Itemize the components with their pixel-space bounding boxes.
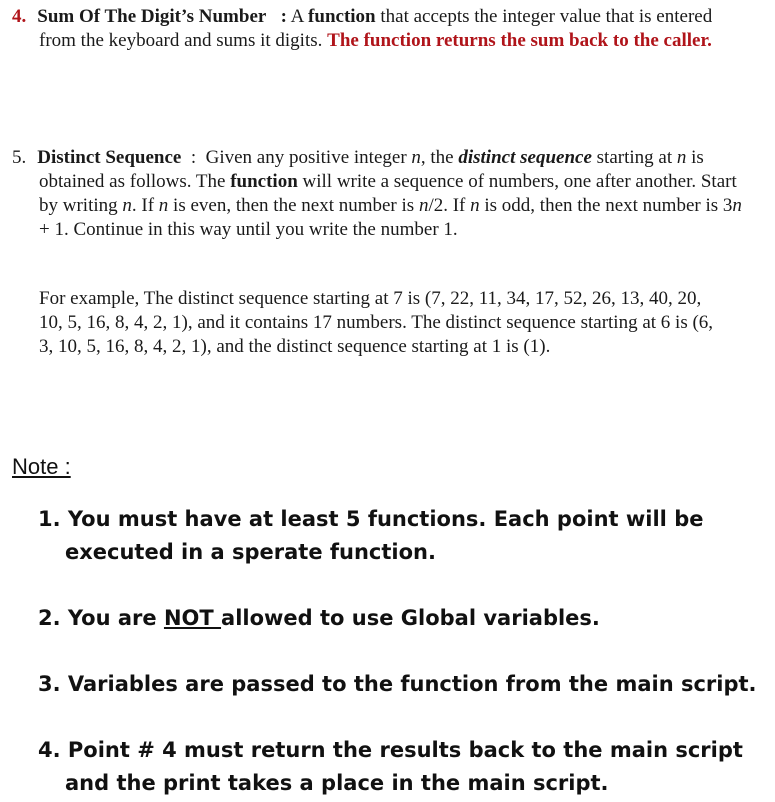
item-4-paragraph: [12, 5, 749, 53]
item-5-function-keyword: function: [230, 171, 298, 192]
note-2-not: NOT: [163, 606, 222, 630]
item-5-separator: :: [190, 147, 197, 168]
note-2-text-a: 2. You are: [38, 606, 164, 630]
item-5-text-3: starting at: [591, 147, 677, 168]
note-item-3: 3. Variables are passed to the function from the main script.: [38, 672, 757, 696]
item-4-text-b: that accepts the integer value that is entered from the keyboard and sums it digits.: [39, 6, 713, 51]
var-n: n: [732, 195, 742, 216]
var-n: n: [470, 195, 480, 216]
item-5-title: Distinct Sequence: [37, 147, 182, 168]
distinct-sequence-term: distinct sequence: [458, 147, 592, 168]
note-2-text-b: allowed to use Global variables.: [221, 606, 600, 630]
example-paragraph: For example, The distinct sequence starting at 7 is (7, 22, 11, 34, 17, 52, 26, 13, 40, 20, 10, 5, 16, 8, 4, 2, 1), and it contains 17 numbers. The distinct sequence starting at 6 is (6, 3, 10, 5, 16, 8, 4, 2, 1), and the distinct sequence starting at 1 is (1).: [39, 288, 714, 357]
item-4-separator: :: [280, 6, 287, 27]
var-n: n: [158, 195, 169, 216]
item-5-text-10: + 1. Continue in this way until you write the number 1.: [39, 219, 458, 240]
item-5-text-5: will write a sequence of numbers, one after another. Start by writing: [39, 171, 737, 216]
item-5-text-4: is obtained as follows. The: [39, 147, 704, 192]
var-n: n: [122, 195, 132, 216]
item-4-text-a: A: [290, 6, 309, 27]
item-4-number: 4.: [12, 6, 27, 27]
note-item-4: 4. Point # 4 must return the results back to the main script and the print takes a place in the main script.: [38, 738, 743, 795]
item-5-text-7: is even, then the next number is: [168, 195, 419, 216]
item-5-text-8: /2. If: [428, 195, 471, 216]
item-5-text-9: is odd, then the next number is 3: [479, 195, 733, 216]
var-n: n: [411, 147, 421, 168]
note-item-1: 1. You must have at least 5 functions. Each point will be executed in a sperate function.: [38, 507, 704, 564]
item-5-paragraph: [12, 146, 749, 242]
var-n: n: [418, 195, 429, 216]
item-4-highlight: The function returns the sum back to the caller.: [327, 30, 712, 51]
item-5-number: 5.: [12, 147, 27, 168]
item-4-title: Sum Of The Digit’s Number: [37, 6, 267, 27]
item-5-text-2: , the: [420, 147, 459, 168]
item-5-text-1: Given any positive integer: [205, 147, 412, 168]
var-n: n: [676, 147, 687, 168]
note-heading: Note :: [12, 454, 71, 479]
item-4-function-keyword: function: [308, 6, 376, 27]
item-5-text-6: . If: [131, 195, 159, 216]
note-item-2: [38, 602, 775, 635]
